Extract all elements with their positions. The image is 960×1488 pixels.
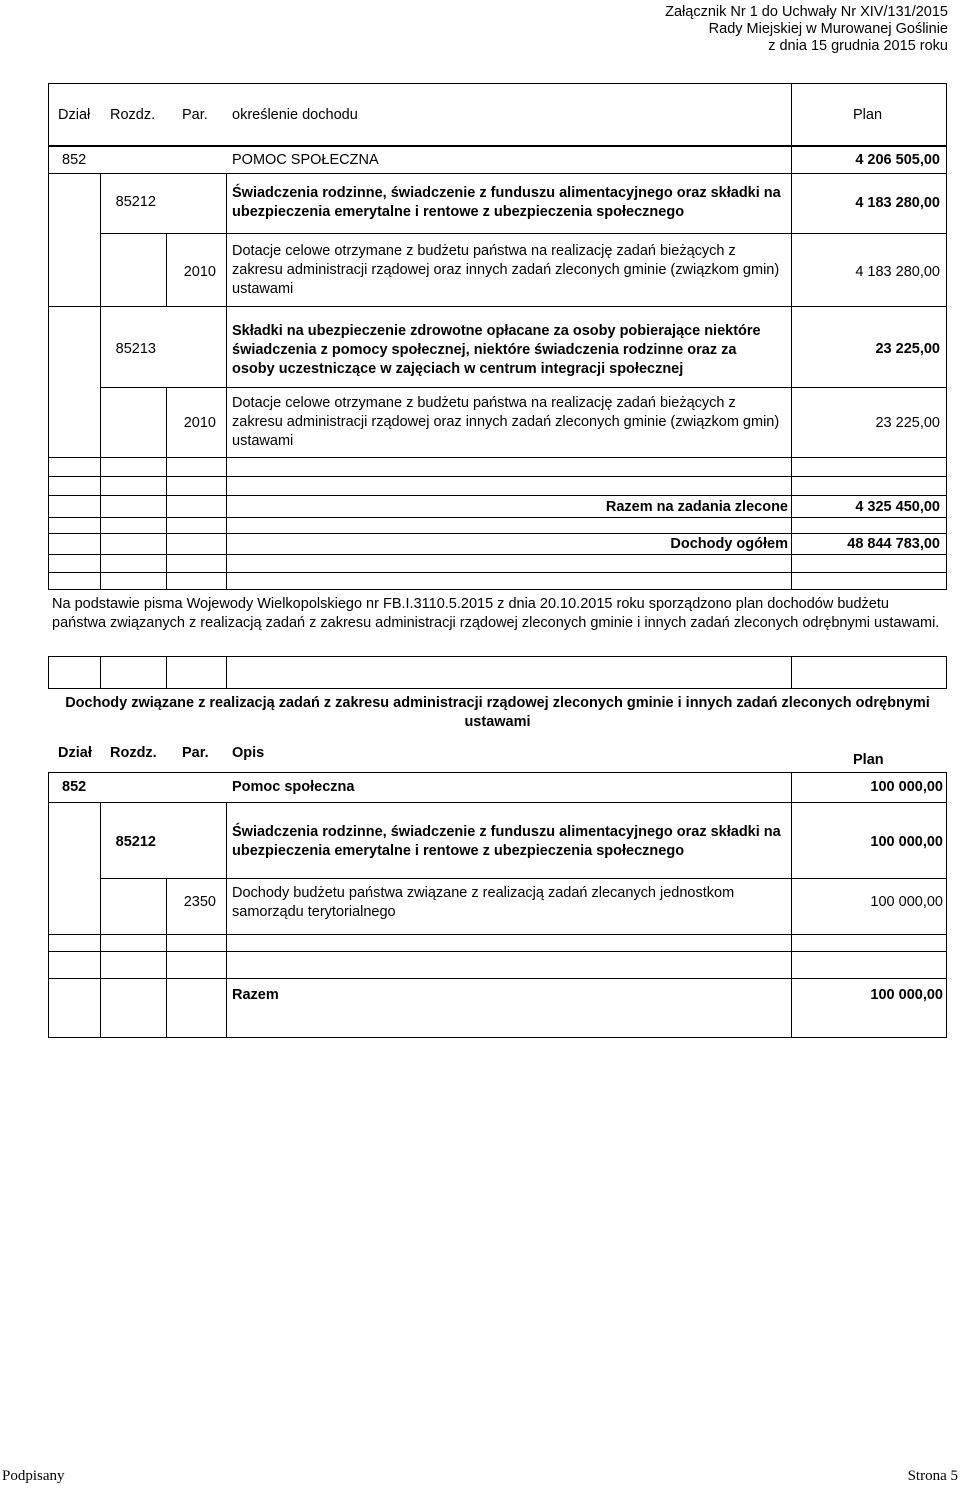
col-header-dzial: Dział bbox=[58, 107, 91, 123]
col-header-rozdz: Rozdz. bbox=[110, 107, 156, 123]
row-desc: Dotacje celowe otrzymane z budżetu państwa na realizację zadań bieżących z zakresu administracji rządowej oraz innych zadań zleconych gminie (związkom gmin) ustawami bbox=[232, 395, 780, 449]
row-desc: Składki na ubezpieczenie zdrowotne opłacane za osoby pobierające niektóre świadczenia z pomocy społecznej, niektóre świadczenia rodzinne oraz za osoby uczestniczące w zajęciach w centrum integracji społecznej bbox=[232, 323, 761, 377]
row-plan: 4 183 280,00 bbox=[855, 195, 940, 211]
attachment-header bbox=[665, 4, 948, 55]
col-header-rozdz: Rozdz. bbox=[110, 745, 157, 761]
header-line-1: Załącznik Nr 1 do Uchwały Nr XIV/131/2015 bbox=[665, 4, 948, 20]
total-ogolem-value: 48 844 783,00 bbox=[847, 536, 940, 552]
col-header-dzial: Dział bbox=[58, 745, 92, 761]
footer-signed: Podpisany bbox=[2, 1468, 65, 1484]
row-plan: 4 183 280,00 bbox=[855, 264, 940, 280]
row-dzial: 852 bbox=[62, 152, 87, 168]
section-2-total-label: Razem bbox=[232, 987, 279, 1003]
col-header-plan: Plan bbox=[853, 752, 884, 768]
row-plan: 100 000,00 bbox=[870, 779, 943, 795]
row-par: 2010 bbox=[183, 264, 216, 280]
row-desc: Świadczenia rodzinne, świadczenie z funduszu alimentacyjnego oraz składki na ubezpieczenia emerytalne i rentowe z ubezpieczenia społecznego bbox=[232, 824, 781, 859]
row-plan: 100 000,00 bbox=[870, 834, 943, 850]
row-par: 2010 bbox=[183, 415, 216, 431]
footer-page-number: Strona 5 bbox=[907, 1468, 958, 1484]
row-desc: Dotacje celowe otrzymane z budżetu państwa na realizację zadań bieżących z zakresu administracji rządowej oraz innych zadań zleconych gminie (związkom gmin) ustawami bbox=[232, 243, 780, 297]
row-dzial: 852 bbox=[62, 779, 87, 795]
total-ogolem-label: Dochody ogółem bbox=[670, 536, 788, 552]
row-desc: POMOC SPOŁECZNA bbox=[232, 152, 379, 168]
row-par: 2350 bbox=[183, 894, 216, 910]
header-line-3: z dnia 15 grudnia 2015 roku bbox=[768, 38, 948, 54]
total-zlecone-label: Razem na zadania zlecone bbox=[605, 499, 788, 515]
header-line-2: Rady Miejskiej w Murowanej Goślinie bbox=[708, 21, 948, 37]
row-plan: 23 225,00 bbox=[875, 415, 940, 431]
row-desc: Pomoc społeczna bbox=[232, 779, 355, 795]
row-plan: 4 206 505,00 bbox=[855, 152, 940, 168]
col-header-plan: Plan bbox=[853, 107, 883, 123]
col-header-par: Par. bbox=[182, 107, 208, 123]
col-header-desc: Opis bbox=[232, 745, 265, 761]
section-2-total-value: 100 000,00 bbox=[870, 987, 943, 1003]
row-plan: 100 000,00 bbox=[870, 894, 943, 910]
total-zlecone-value: 4 325 450,00 bbox=[855, 499, 940, 515]
row-desc: Dochody budżetu państwa związane z realizacją zadań zlecanych jednostkom samorządu terytorialnego bbox=[232, 885, 735, 920]
row-rozdz: 85212 bbox=[115, 834, 156, 850]
note-paragraph: Na podstawie pisma Wojewody Wielkopolskiego nr FB.I.3110.5.2015 z dnia 20.10.2015 roku sporządzono plan dochodów budżetu państwa związanych z realizacją zadań z zakresu administracji rządowej zleconych gminie i innych zadań zleconych odrębnymi ustawami. bbox=[52, 596, 940, 631]
col-header-par: Par. bbox=[182, 745, 209, 761]
row-plan: 23 225,00 bbox=[875, 341, 940, 357]
section-2-title: Dochody związane z realizacją zadań z zakresu administracji rządowej zleconych gminie i innych zadań zleconych odrębnymi ustawami bbox=[65, 695, 930, 730]
row-rozdz: 85212 bbox=[115, 194, 156, 210]
row-rozdz: 85213 bbox=[115, 341, 156, 357]
row-desc: Świadczenia rodzinne, świadczenie z funduszu alimentacyjnego oraz składki na ubezpieczenia emerytalne i rentowe z ubezpieczenia społecznego bbox=[232, 185, 781, 220]
col-header-desc: określenie dochodu bbox=[232, 107, 358, 123]
